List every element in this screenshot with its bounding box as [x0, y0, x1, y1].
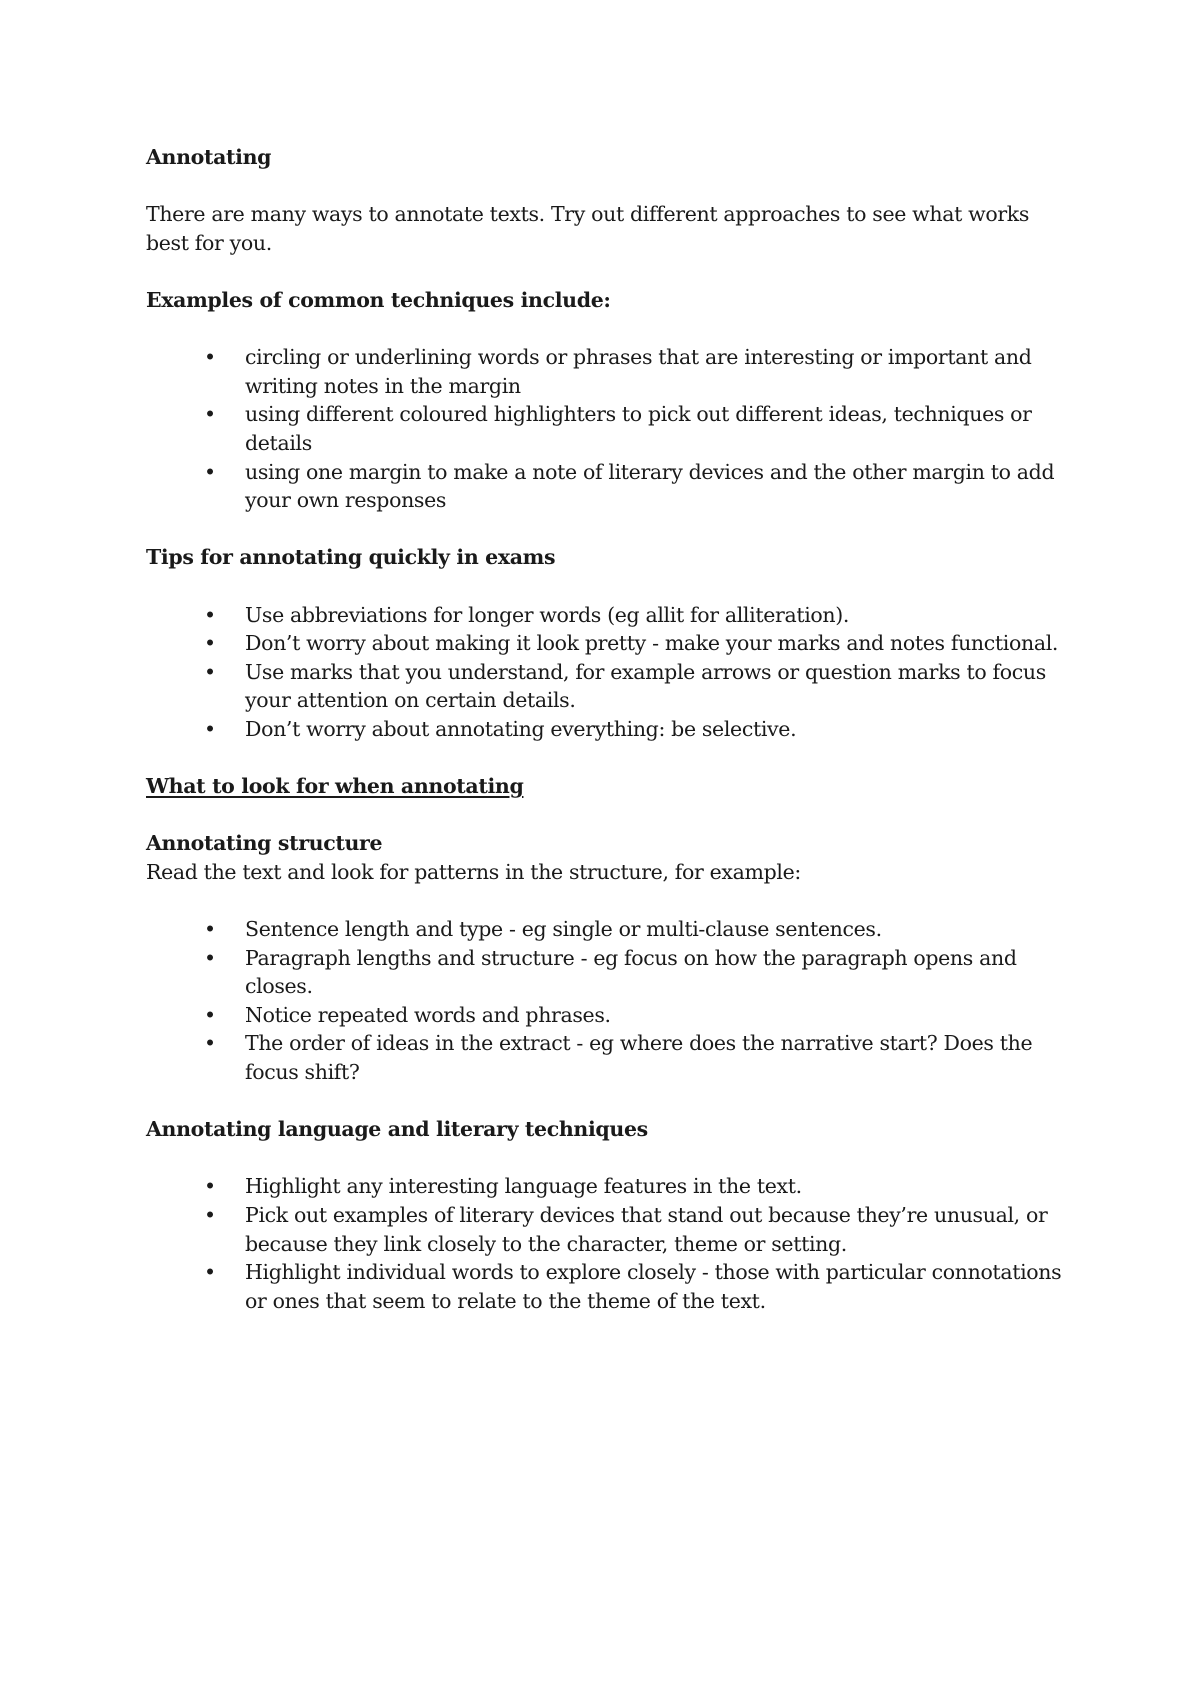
structure-list: [146, 915, 1076, 1087]
list-item: [146, 944, 1076, 1001]
list-item-text: The order of ideas in the extract - eg where does the narrative start? Does the focus shift?: [245, 1031, 1033, 1084]
list-item: [146, 658, 1076, 715]
list-item: [146, 1001, 1076, 1030]
bullet-icon: •: [204, 945, 216, 970]
bullet-icon: •: [204, 1260, 216, 1285]
list-item-text: Don’t worry about annotating everything: be selective.: [245, 716, 797, 741]
list-item-text: circling or underlining words or phrases that are interesting or important and writing notes in the margin: [245, 345, 1032, 398]
bullet-icon: •: [204, 1002, 216, 1027]
bullet-icon: •: [204, 1174, 216, 1199]
list-item-text: Highlight individual words to explore closely - those with particular connotations or ones that seem to relate to the theme of the text.: [245, 1260, 1062, 1313]
bullet-icon: •: [204, 917, 216, 942]
bullet-icon: •: [204, 1202, 216, 1227]
list-item-text: Paragraph lengths and structure - eg focus on how the paragraph opens and closes.: [245, 945, 1017, 999]
list-item-text: Pick out examples of literary devices that stand out because they’re unusual, or because they link closely to the character, theme or setting.: [245, 1202, 1048, 1256]
list-item-text: using different coloured highlighters to pick out different ideas, techniques or details: [245, 402, 1032, 455]
bullet-icon: •: [204, 459, 216, 484]
techniques-list: [146, 343, 1076, 515]
list-item-text: Use abbreviations for longer words (eg allit for alliteration).: [245, 602, 850, 627]
bullet-icon: •: [204, 659, 216, 684]
structure-heading: Annotating structure: [146, 831, 383, 856]
list-item-text: Sentence length and type - eg single or multi-clause sentences.: [245, 917, 882, 942]
tips-heading: Tips for annotating quickly in exams: [146, 545, 556, 570]
list-item: [146, 915, 1076, 944]
list-item: [146, 601, 1076, 630]
bullet-icon: •: [204, 402, 216, 427]
list-item: [146, 1029, 1076, 1086]
list-item: [146, 458, 1076, 515]
list-item: [146, 343, 1076, 400]
structure-intro: Read the text and look for patterns in the structure, for example:: [146, 859, 801, 884]
bullet-icon: •: [204, 345, 216, 370]
tips-list: [146, 601, 1076, 744]
list-item-text: Use marks that you understand, for example arrows or question marks to focus your attention on certain details.: [245, 659, 1046, 713]
list-item-text: Notice repeated words and phrases.: [245, 1002, 611, 1027]
techniques-heading: Examples of common techniques include:: [146, 287, 611, 312]
list-item: [146, 1258, 1076, 1315]
list-item-text: Highlight any interesting language features in the text.: [245, 1174, 802, 1199]
page-title: Annotating: [146, 145, 272, 169]
bullet-icon: •: [204, 602, 216, 627]
bullet-icon: •: [204, 1031, 216, 1056]
list-item: [146, 400, 1076, 457]
list-item-text: Don’t worry about making it look pretty - make your marks and notes functional.: [245, 631, 1059, 656]
list-item: [146, 629, 1076, 658]
what-to-look-for-heading: What to look for when annotating: [146, 774, 524, 799]
language-heading: Annotating language and literary techniques: [146, 1117, 648, 1142]
language-list: [146, 1172, 1076, 1315]
intro-paragraph: There are many ways to annotate texts. Try out different approaches to see what works best for you.: [146, 202, 1030, 255]
list-item: [146, 715, 1076, 744]
bullet-icon: •: [204, 631, 216, 656]
list-item: [146, 1201, 1076, 1258]
list-item-text: using one margin to make a note of literary devices and the other margin to add your own responses: [245, 459, 1055, 513]
bullet-icon: •: [204, 716, 216, 741]
document-page: [146, 143, 1076, 1344]
list-item: [146, 1172, 1076, 1201]
